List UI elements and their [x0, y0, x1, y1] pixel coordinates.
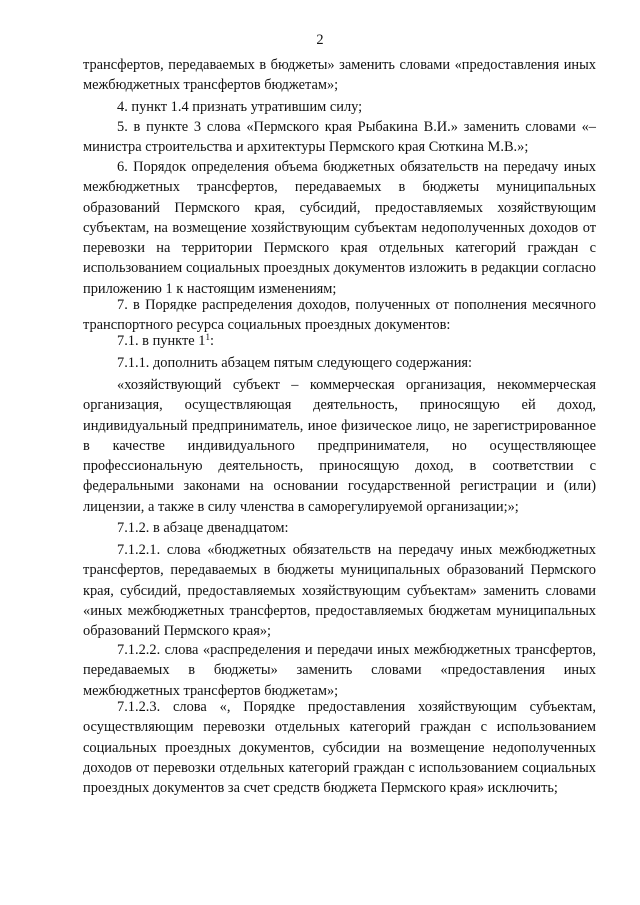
paragraph-definition: «хозяйствующий субъект – коммерческая организация, некоммерческая организация, осуществляющая деятельность, приносящую ей доход, индивидуальный предприниматель, иное физическое лицо, не зарегистрированное в качестве индивидуального предпринимателя, но осуществляющее профессиональную деятельность, приносящую доход, в соответствии с федеральными законами на основании государственной регистрации и (или) лицензии, а также в силу членства в саморегулируемой организации;»;: [83, 377, 596, 515]
paragraph-item-7-1: [83, 331, 596, 351]
paragraph-item-7-1-2-3: 7.1.2.3. слова «, Порядке предоставления хозяйствующим субъектам, осуществляющим перевозки отдельных категорий граждан с использованием социальных проездных документов, субсидии на возмещение недополученных доходов от перевозки отдельных категорий граждан с использованием социальных проездных документов за счет средств бюджета Пермского края» исключить;: [83, 699, 596, 797]
paragraph-continuation: трансфертов, передаваемых в бюджеты» заменить словами «предоставления иных межбюджетных трансфертов бюджетам»;: [83, 57, 596, 94]
item-7-1-superscript: 1: [205, 332, 210, 342]
paragraph-item-4: 4. пункт 1.4 признать утратившим силу;: [117, 99, 363, 115]
paragraph-item-7-1-2-1: 7.1.2.1. слова «бюджетных обязательств на передачу иных межбюджетных трансфертов, передаваемых в бюджеты муниципальных образований Пермского края, субсидий, предоставляемых хозяйствующим субъектам» заменить словами «иных межбюджетных трансфертов, предоставляемых бюджетам муниципальных образований Пермского края»;: [83, 542, 596, 640]
paragraph-item-7-1-1: 7.1.1. дополнить абзацем пятым следующего содержания:: [117, 355, 473, 371]
item-7-1-text: 7.1. в пункте 1: [117, 333, 206, 349]
paragraph-item-5: 5. в пункте 3 слова «Пермского края Рыбакина В.И.» заменить словами «– министра строительства и архитектуры Пермского края Сюткина М.В.»;: [83, 119, 596, 156]
paragraph-item-7-1-2-2: 7.1.2.2. слова «распределения и передачи иных межбюджетных трансфертов, передаваемых в бюджеты» заменить словами «предоставления иных межбюджетных трансфертов бюджетам»;: [83, 642, 596, 699]
item-7-1-colon: :: [209, 333, 214, 349]
paragraph-item-7-1-2: 7.1.2. в абзаце двенадцатом:: [117, 520, 289, 536]
paragraph-item-7: 7. в Порядке распределения доходов, полученных от пополнения месячного транспортного ресурса социальных проездных документов:: [83, 297, 596, 334]
page-number: 2: [316, 32, 324, 48]
paragraph-item-6: 6. Порядок определения объема бюджетных обязательств на передачу иных межбюджетных трансфертов, передаваемых в бюджеты муниципальных образований Пермского края, субсидий, предоставляемых хозяйствующим субъектам, на возмещение хозяйствующим субъектам недополученных доходов от перевозки на территории Пермского края отдельных категорий граждан с использованием социальных проездных документов изложить в редакции согласно приложению 1 к настоящим изменениям;: [83, 159, 596, 297]
